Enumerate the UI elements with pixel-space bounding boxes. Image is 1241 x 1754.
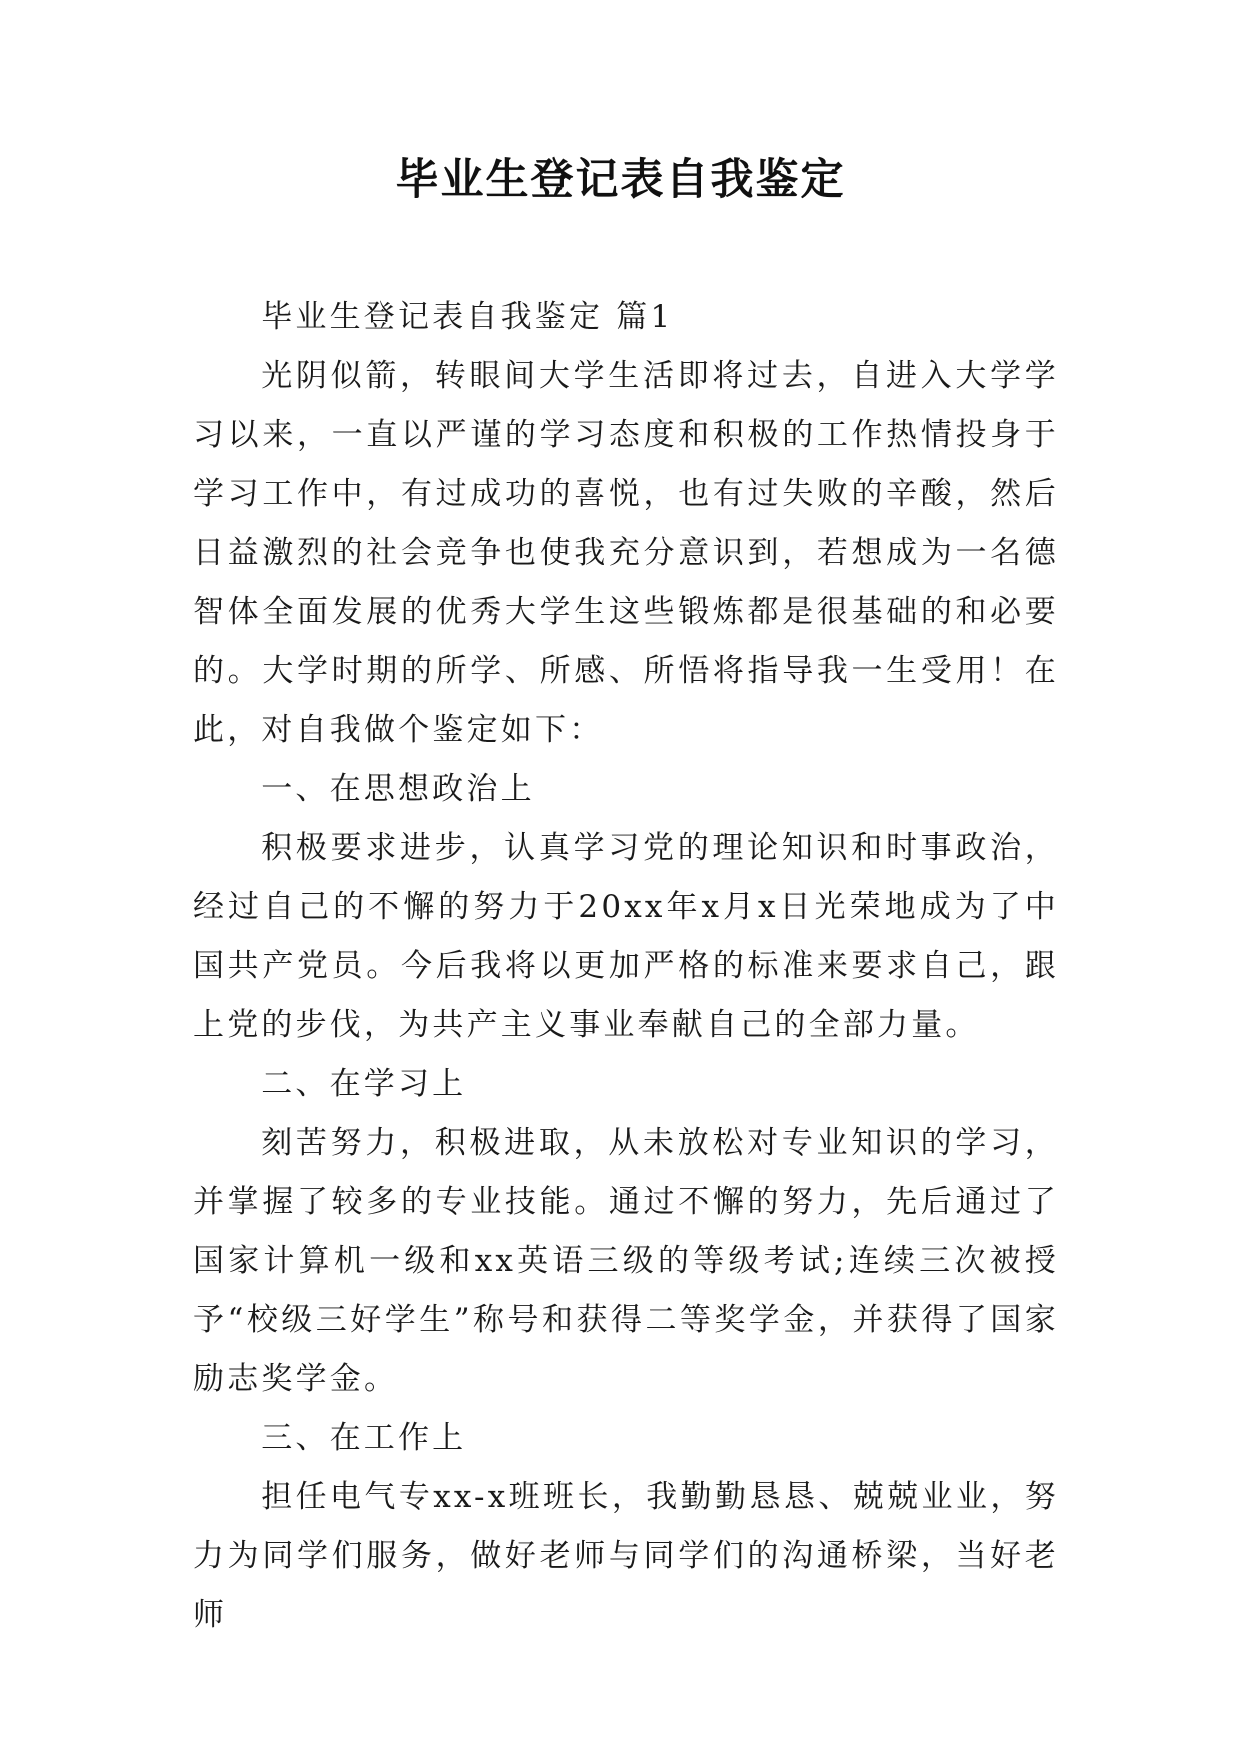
body-paragraph: 光阴似箭，转眼间大学生活即将过去，自进入大学学习以来，一直以严谨的学习态度和积极的工作热情投身于学习工作中，有过成功的喜悦，也有过失败的辛酸，然后日益激烈的社会竞争也使我充分意识到，若想成为一名德智体全面发展的优秀大学生这些锻炼都是很基础的和必要的。大学时期的所学、所感、所悟将指导我一生受用！在此，对自我做个鉴定如下： xyxy=(193,358,1059,748)
document-title: 毕业生登记表自我鉴定 xyxy=(395,155,846,205)
section-heading: 三、在工作上 xyxy=(261,1420,467,1456)
section-heading: 毕业生登记表自我鉴定 篇1 xyxy=(261,299,674,335)
body-paragraph: 积极要求进步，认真学习党的理论知识和时事政治，经过自己的不懈的努力于20xx年x月x日光荣地成为了中国共产党员。今后我将以更加严格的标准来要求自己，跟上党的步伐，为共产主义事业奉献自己的全部力量。 xyxy=(193,830,1059,1043)
body-paragraph: 刻苦努力，积极进取，从未放松对专业知识的学习，并掌握了较多的专业技能。通过不懈的努力，先后通过了国家计算机一级和xx英语三级的等级考试;连续三次被授予“校级三好学生”称号和获得二等奖学金，并获得了国家励志奖学金。 xyxy=(193,1125,1059,1397)
document-body xyxy=(193,288,1059,1645)
body-paragraph: 担任电气专xx-x班班长，我勤勤恳恳、兢兢业业，努力为同学们服务，做好老师与同学们的沟通桥梁，当好老师 xyxy=(193,1479,1059,1633)
section-heading: 一、在思想政治上 xyxy=(261,771,535,807)
section-heading: 二、在学习上 xyxy=(261,1066,467,1102)
